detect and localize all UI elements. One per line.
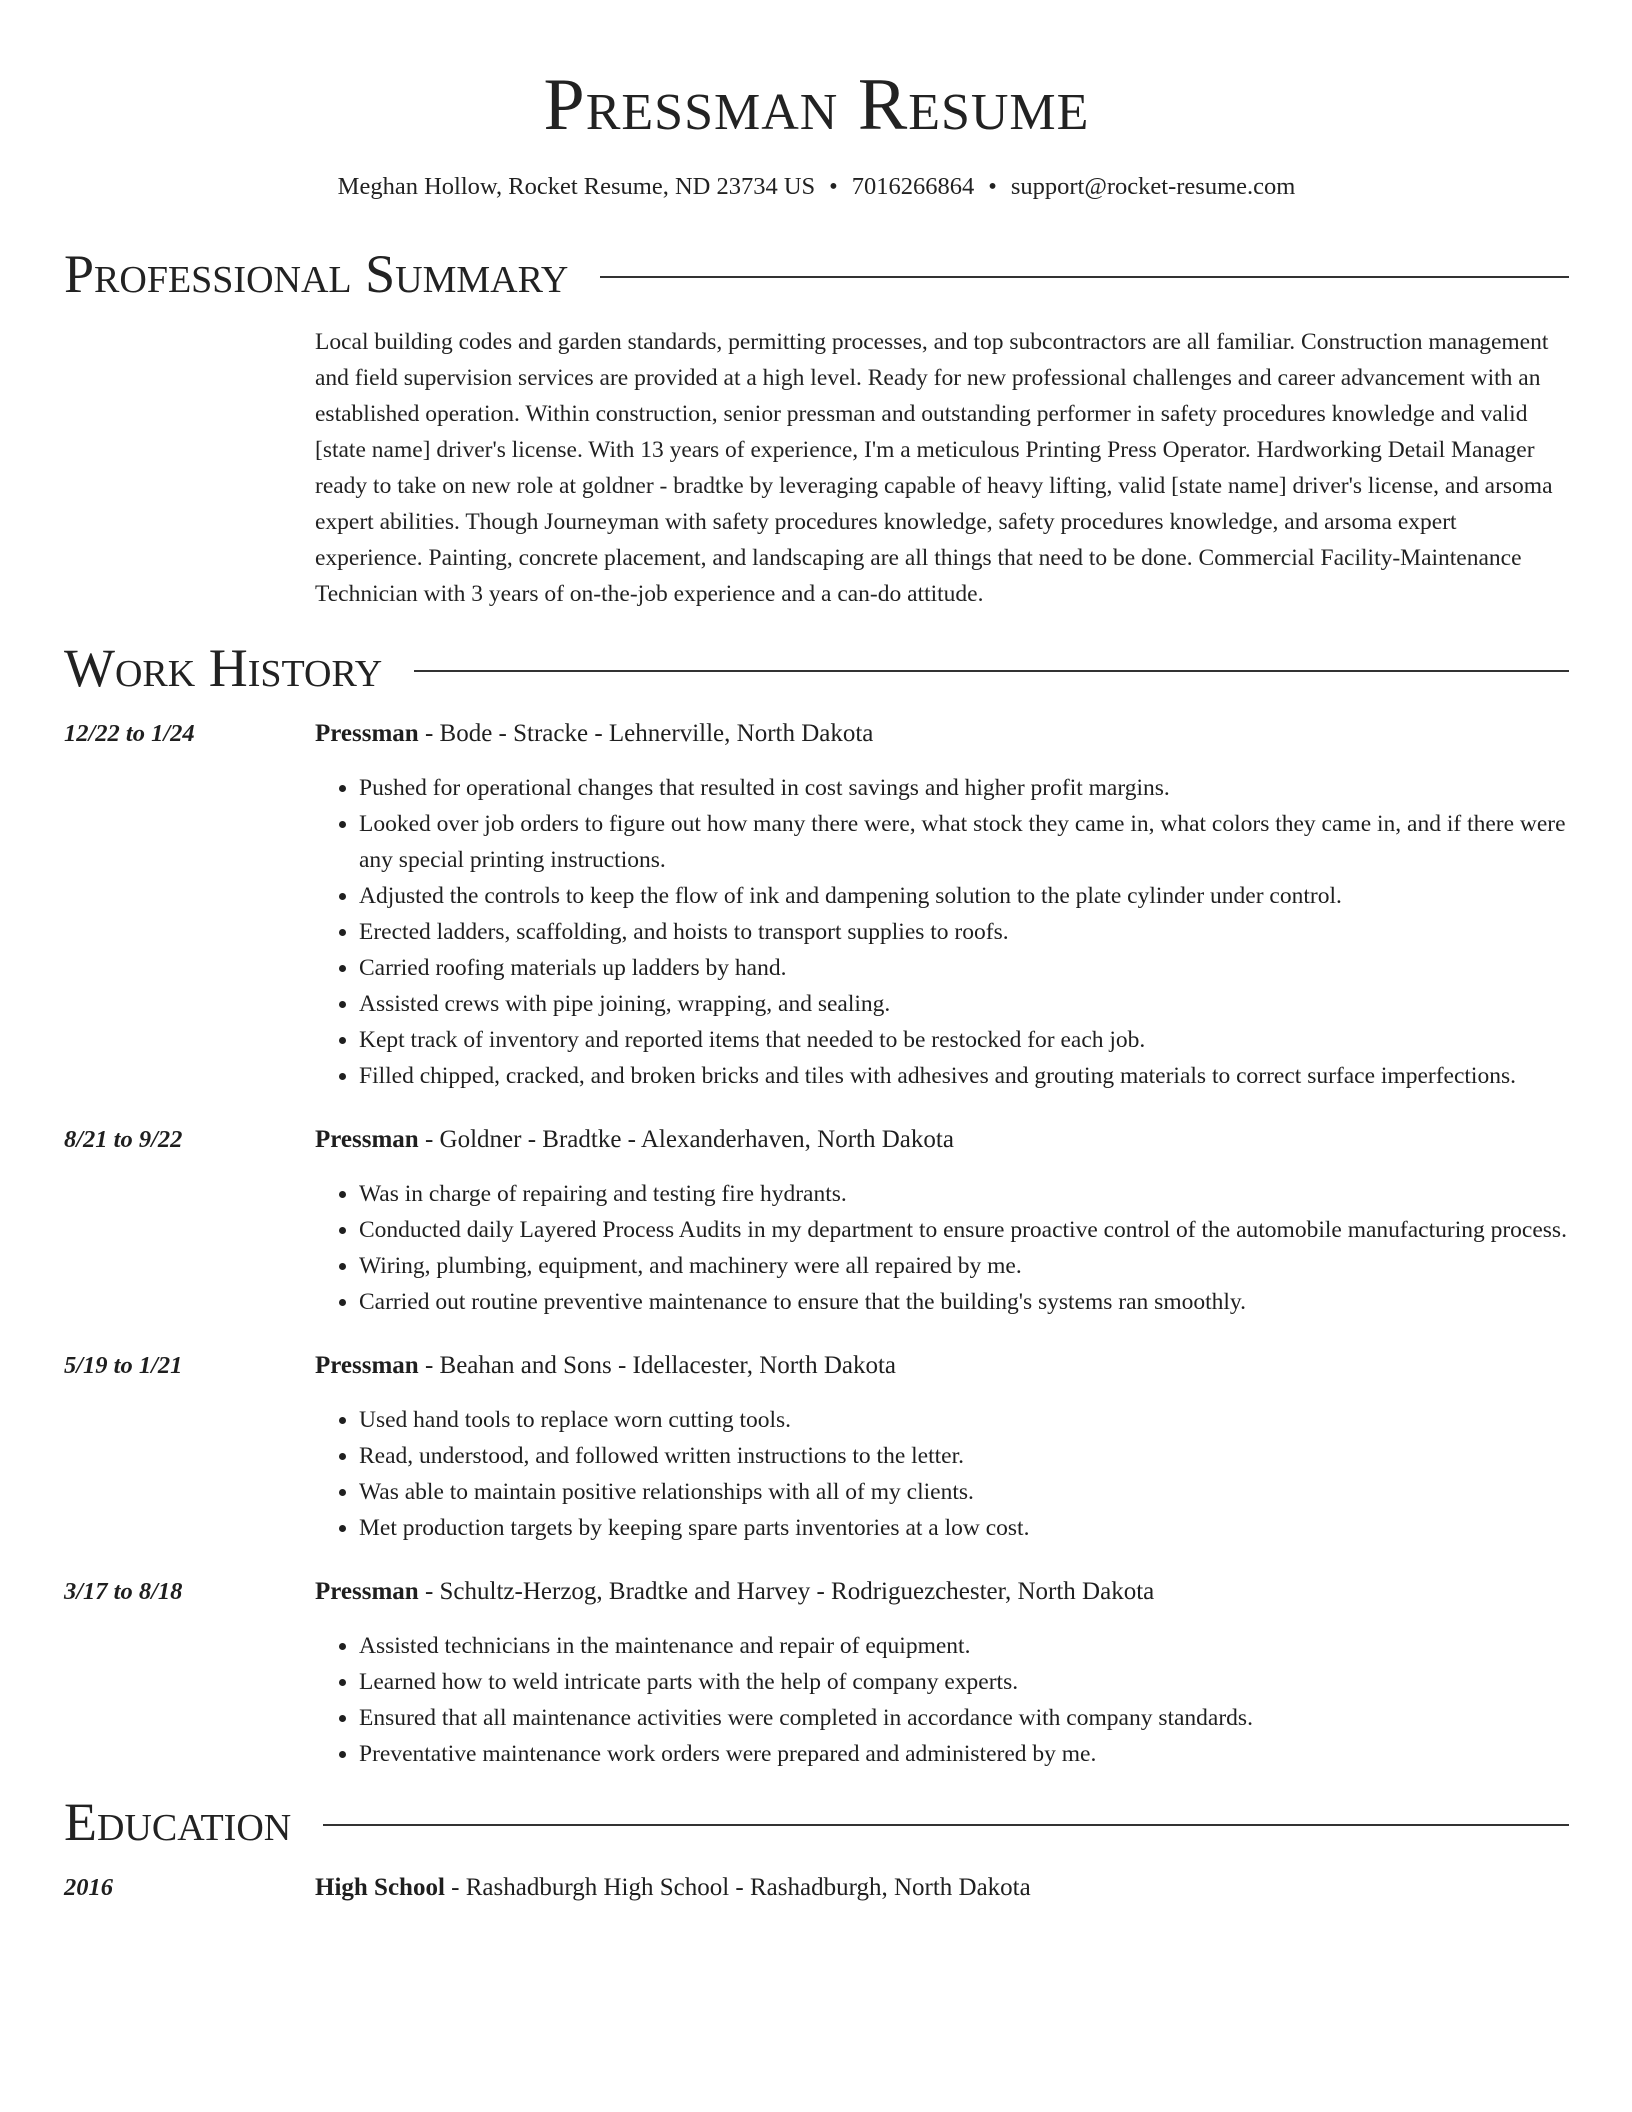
- list-item: • Met production targets by keeping spare parts inventories at a low cost.: [359, 1510, 1569, 1546]
- section-title-education: Education: [64, 1792, 292, 1852]
- job-bullets: [315, 1402, 1569, 1546]
- list-item: • Ensured that all maintenance activities were completed in accordance with company standards.: [359, 1700, 1569, 1736]
- section-header-summary: [64, 242, 1569, 306]
- job-title-line: [315, 1122, 1569, 1158]
- job-bullets: [315, 770, 1569, 1094]
- job-entry: [64, 1574, 1569, 1772]
- job-content: [315, 1574, 1569, 1772]
- job-role: Pressman: [315, 1578, 419, 1605]
- list-item: • Conducted daily Layered Process Audits in my department to ensure proactive control of the automobile manufacturing process.: [359, 1212, 1569, 1248]
- education-title-line: [315, 1870, 1569, 1906]
- job-dates: 5/19 to 1/21: [64, 1352, 183, 1379]
- contact-phone: 7016266864: [851, 173, 975, 200]
- contact-line: [64, 170, 1569, 204]
- job-content: [315, 1122, 1569, 1320]
- list-item: • Assisted technicians in the maintenance and repair of equipment.: [359, 1628, 1569, 1664]
- summary-text: Local building codes and garden standards, permitting processes, and top subcontractors are all familiar. Construction management and field supervision services are provided at a high level. Ready for new professional challenges and career advancement with an established operation. Within construction, senior pressman and outstanding performer in safety procedures knowledge and valid [state name] driver's license. With 13 years of experience, I'm a meticulous Printing Press Operator. Hardworking Detail Manager ready to take on new role at goldner - bradtke by leveraging capable of heavy lifting, valid [state name] driver's license, and arsoma expert abilities. Though Journeyman with safety procedures knowledge, safety procedures knowledge, and arsoma expert experience. Painting, concrete placement, and landscaping are all things that need to be done. Commercial Facility-Maintenance Technician with 3 years of on-the-job experience and a can-do attitude.: [315, 329, 1553, 607]
- list-item: • Carried out routine preventive maintenance to ensure that the building's systems ran smoothly.: [359, 1284, 1569, 1320]
- job-role: Pressman: [315, 1352, 419, 1379]
- education-school-location: - Rashadburgh High School - Rashadburgh, North Dakota: [444, 1874, 1031, 1901]
- list-item: • Was able to maintain positive relationships with all of my clients.: [359, 1474, 1569, 1510]
- education-degree: High School: [315, 1874, 445, 1901]
- list-item: • Filled chipped, cracked, and broken bricks and tiles with adhesives and grouting materials to correct surface imperfections.: [359, 1058, 1569, 1094]
- job-bullets: [315, 1176, 1569, 1320]
- list-item: • Kept track of inventory and reported items that needed to be restocked for each job.: [359, 1022, 1569, 1058]
- section-title-work-history: Work History: [64, 638, 383, 698]
- job-role: Pressman: [315, 720, 419, 747]
- job-title-line: [315, 1574, 1569, 1610]
- list-item: • Used hand tools to replace worn cutting tools.: [359, 1402, 1569, 1438]
- job-title-line: [315, 1348, 1569, 1384]
- section-header-education: [64, 1790, 1569, 1854]
- list-item: • Was in charge of repairing and testing fire hydrants.: [359, 1176, 1569, 1212]
- list-item: • Assisted crews with pipe joining, wrapping, and sealing.: [359, 986, 1569, 1022]
- job-entry: [64, 1122, 1569, 1320]
- education-year: 2016: [64, 1874, 113, 1901]
- list-item: • Wiring, plumbing, equipment, and machinery were all repaired by me.: [359, 1248, 1569, 1284]
- job-dates: 3/17 to 8/18: [64, 1578, 183, 1605]
- job-dates: 8/21 to 9/22: [64, 1126, 183, 1153]
- job-content: [315, 716, 1569, 1094]
- list-item: • Read, understood, and followed written instructions to the letter.: [359, 1438, 1569, 1474]
- list-item: • Carried roofing materials up ladders by hand.: [359, 950, 1569, 986]
- section-divider: [323, 1824, 1569, 1826]
- list-item: • Learned how to weld intricate parts with the help of company experts.: [359, 1664, 1569, 1700]
- section-header-work-history: [64, 636, 1569, 700]
- contact-email: support@rocket-resume.com: [1010, 173, 1296, 200]
- list-item: • Looked over job orders to figure out how many there were, what stock they came in, what colors they came in, and if there were any special printing instructions.: [359, 806, 1569, 878]
- contact-separator: •: [829, 173, 838, 200]
- job-bullets: [315, 1628, 1569, 1772]
- section-divider: [600, 276, 1569, 278]
- list-item: • Erected ladders, scaffolding, and hoists to transport supplies to roofs.: [359, 914, 1569, 950]
- job-dates: 12/22 to 1/24: [64, 720, 195, 747]
- resume-page: [64, 0, 1569, 1906]
- list-item: • Adjusted the controls to keep the flow of ink and dampening solution to the plate cylinder under control.: [359, 878, 1569, 914]
- job-company-location: - Beahan and Sons - Idellacester, North Dakota: [418, 1352, 897, 1379]
- job-entry: [64, 716, 1569, 1094]
- list-item: • Preventative maintenance work orders were prepared and administered by me.: [359, 1736, 1569, 1772]
- education-entry: [64, 1870, 1569, 1906]
- job-company-location: - Goldner - Bradtke - Alexanderhaven, North Dakota: [418, 1126, 954, 1153]
- section-divider: [414, 670, 1569, 672]
- contact-address: Meghan Hollow, Rocket Resume, ND 23734 US: [337, 173, 816, 200]
- job-title-line: [315, 716, 1569, 752]
- job-content: [315, 1348, 1569, 1546]
- job-company-location: - Bode - Stracke - Lehnerville, North Dakota: [418, 720, 874, 747]
- list-item: • Pushed for operational changes that resulted in cost savings and higher profit margins.: [359, 770, 1569, 806]
- education-content: [315, 1870, 1569, 1906]
- section-title-summary: Professional Summary: [64, 244, 569, 304]
- contact-separator: •: [988, 173, 997, 200]
- resume-title: Pressman Resume: [543, 64, 1090, 146]
- job-entry: [64, 1348, 1569, 1546]
- job-role: Pressman: [315, 1126, 419, 1153]
- job-company-location: - Schultz-Herzog, Bradtke and Harvey - Rodriguezchester, North Dakota: [418, 1578, 1155, 1605]
